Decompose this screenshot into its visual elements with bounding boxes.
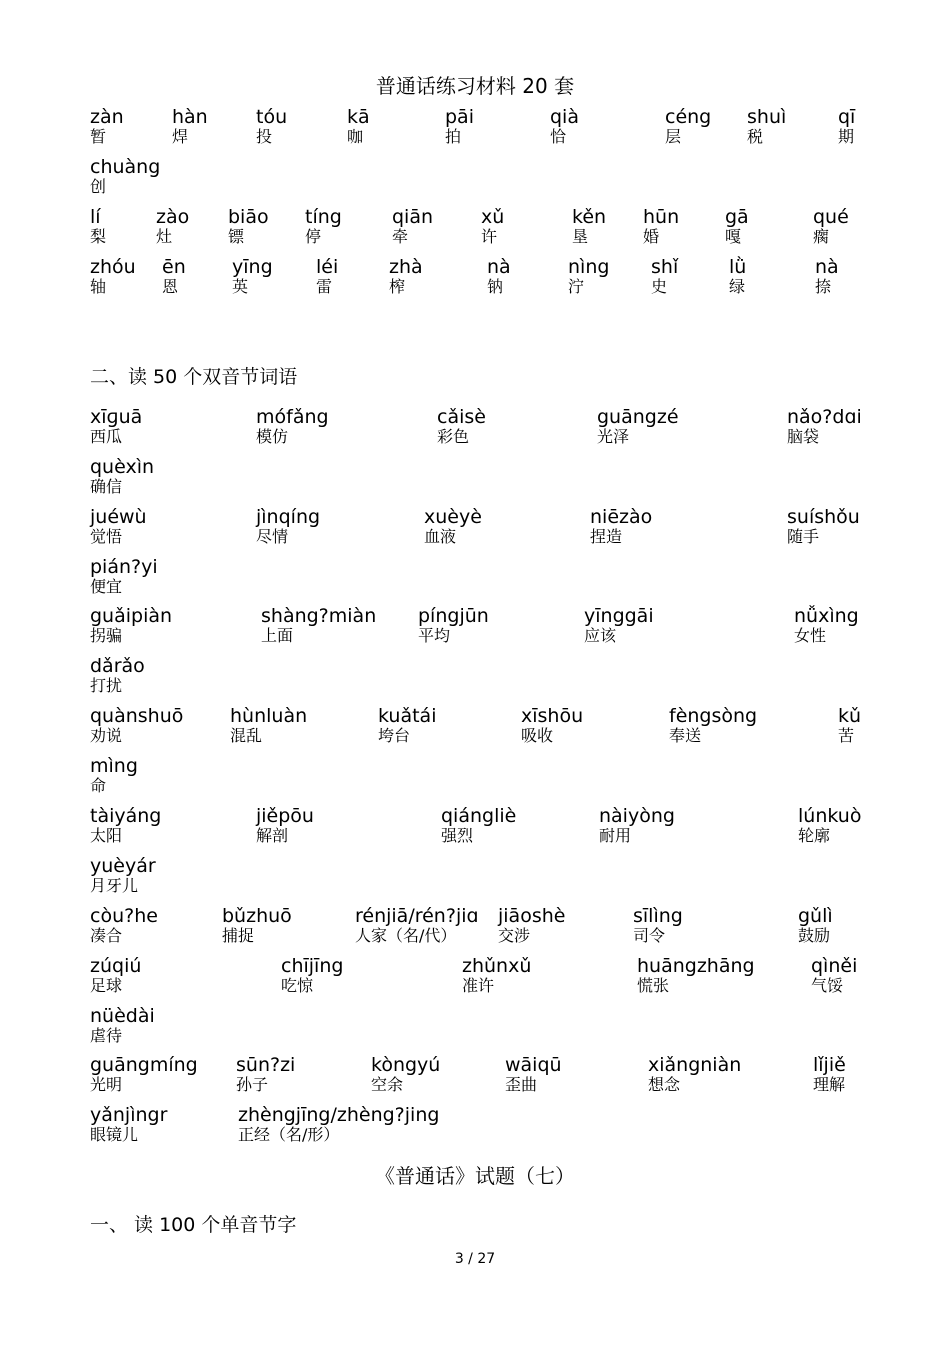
hanzi: 奉送 bbox=[669, 726, 702, 745]
word-entry bbox=[90, 406, 142, 446]
page-title: 普通话练习材料 20 套 bbox=[375, 74, 575, 98]
pinyin: zào bbox=[156, 206, 190, 228]
hanzi: 月牙儿 bbox=[90, 876, 139, 895]
hanzi: 准许 bbox=[462, 976, 495, 995]
hanzi: 理解 bbox=[813, 1075, 846, 1094]
pinyin: ēn bbox=[162, 256, 186, 278]
word-entry bbox=[90, 755, 138, 795]
word-row bbox=[0, 905, 950, 945]
pinyin: nàiyòng bbox=[599, 805, 675, 827]
pinyin: yuèyár bbox=[90, 855, 156, 877]
hanzi: 咖 bbox=[347, 127, 364, 146]
word-row bbox=[0, 406, 950, 446]
hanzi: 轴 bbox=[90, 277, 107, 296]
syllable-entry bbox=[305, 206, 342, 246]
pinyin: quànshuō bbox=[90, 705, 184, 727]
pinyin: qiān bbox=[392, 206, 434, 228]
syllable-entry bbox=[156, 206, 189, 246]
word-entry bbox=[256, 506, 320, 546]
hanzi: 正经（名/形） bbox=[238, 1125, 340, 1144]
hanzi: 彩色 bbox=[437, 427, 470, 446]
pinyin: hùnluàn bbox=[230, 705, 308, 727]
word-entry bbox=[90, 905, 158, 945]
hanzi: 层 bbox=[665, 127, 682, 146]
hanzi: 恩 bbox=[162, 277, 179, 296]
pinyin: xuèyè bbox=[424, 506, 482, 528]
pinyin: kā bbox=[347, 106, 370, 128]
word-entry bbox=[633, 905, 683, 945]
hanzi: 血液 bbox=[424, 527, 457, 546]
pinyin: píngjūn bbox=[418, 605, 489, 627]
pinyin: kěn bbox=[572, 206, 607, 228]
pinyin: lǐjiě bbox=[813, 1054, 846, 1076]
hanzi: 脑袋 bbox=[787, 427, 820, 446]
word-entry bbox=[230, 705, 307, 745]
word-entry bbox=[798, 905, 833, 945]
hanzi: 英 bbox=[232, 277, 249, 296]
pinyin: huāngzhāng bbox=[637, 955, 755, 977]
pinyin: suíshǒu bbox=[787, 506, 860, 528]
pinyin: cǎisè bbox=[437, 406, 486, 428]
pinyin: fèngsòng bbox=[669, 705, 758, 727]
word-entry bbox=[599, 805, 675, 845]
pinyin: biāo bbox=[228, 206, 269, 228]
syllable-entry bbox=[90, 206, 106, 246]
hanzi: 女性 bbox=[794, 626, 827, 645]
hanzi: 模仿 bbox=[256, 427, 289, 446]
section-heading-words: 二、读 50 个双音节词语 bbox=[90, 366, 298, 388]
pinyin: xǔ bbox=[481, 206, 505, 228]
pinyin: qué bbox=[813, 206, 849, 228]
hanzi: 孙子 bbox=[236, 1075, 269, 1094]
word-entry bbox=[261, 605, 376, 645]
syllable-entry bbox=[481, 206, 504, 246]
hanzi: 投 bbox=[256, 127, 273, 146]
pinyin: tàiyáng bbox=[90, 805, 162, 827]
hanzi: 吸收 bbox=[521, 726, 554, 745]
word-row bbox=[0, 1104, 950, 1144]
syllable-entry bbox=[90, 106, 124, 146]
hanzi: 榨 bbox=[389, 277, 406, 296]
hanzi: 平均 bbox=[418, 626, 451, 645]
hanzi: 虐待 bbox=[90, 1026, 123, 1045]
word-row bbox=[0, 1005, 950, 1045]
hanzi: 创 bbox=[90, 177, 107, 196]
hanzi: 足球 bbox=[90, 976, 123, 995]
hanzi: 凑合 bbox=[90, 926, 123, 945]
pinyin: lúnkuò bbox=[798, 805, 862, 827]
pinyin: xīshōu bbox=[521, 705, 584, 727]
pinyin: yīnggāi bbox=[584, 605, 654, 627]
hanzi: 上面 bbox=[261, 626, 294, 645]
word-entry bbox=[669, 705, 757, 745]
hanzi: 焊 bbox=[172, 127, 189, 146]
word-row bbox=[0, 705, 950, 745]
word-row bbox=[0, 605, 950, 645]
pinyin: gā bbox=[725, 206, 749, 228]
word-entry bbox=[90, 655, 145, 695]
hanzi: 命 bbox=[90, 776, 107, 795]
pinyin: quèxìn bbox=[90, 456, 155, 478]
pinyin: nüèdài bbox=[90, 1005, 155, 1027]
syllable-entry bbox=[347, 106, 370, 146]
word-entry bbox=[590, 506, 652, 546]
pinyin: zhà bbox=[389, 256, 423, 278]
hanzi: 史 bbox=[651, 277, 668, 296]
pinyin: mófǎng bbox=[256, 406, 329, 428]
hanzi: 暂 bbox=[90, 127, 107, 146]
word-row bbox=[0, 506, 950, 546]
pinyin: jiěpōu bbox=[256, 805, 314, 827]
hanzi: 觉悟 bbox=[90, 527, 123, 546]
word-entry bbox=[462, 955, 531, 995]
word-row bbox=[0, 456, 950, 496]
pinyin: yīng bbox=[232, 256, 273, 278]
syllable-entry bbox=[445, 106, 474, 146]
hanzi: 气馁 bbox=[811, 976, 844, 995]
pinyin: lǜ bbox=[729, 256, 747, 278]
hanzi: 吃惊 bbox=[281, 976, 314, 995]
word-entry bbox=[637, 955, 755, 995]
syllable-entry bbox=[572, 206, 606, 246]
hanzi: 瘸 bbox=[813, 227, 830, 246]
word-row bbox=[0, 556, 950, 596]
word-entry bbox=[90, 506, 147, 546]
hanzi: 鼓励 bbox=[798, 926, 831, 945]
hanzi: 嘎 bbox=[725, 227, 742, 246]
hanzi: 司令 bbox=[633, 926, 666, 945]
hanzi: 税 bbox=[747, 127, 764, 146]
word-entry bbox=[90, 855, 156, 895]
test-title: 《普通话》试题（七） bbox=[375, 1164, 575, 1188]
hanzi: 轮廓 bbox=[798, 826, 831, 845]
hanzi: 空余 bbox=[371, 1075, 404, 1094]
pinyin: nìng bbox=[568, 256, 610, 278]
hanzi: 打扰 bbox=[90, 676, 123, 695]
hanzi: 眼镜儿 bbox=[90, 1125, 139, 1144]
pinyin: lí bbox=[90, 206, 101, 228]
hanzi: 光泽 bbox=[597, 427, 630, 446]
syllable-entry bbox=[747, 106, 786, 146]
word-entry bbox=[813, 1054, 846, 1094]
syllable-row bbox=[0, 206, 950, 246]
hanzi: 垦 bbox=[572, 227, 589, 246]
word-row bbox=[0, 855, 950, 895]
pinyin: nà bbox=[487, 256, 511, 278]
hanzi: 拍 bbox=[445, 127, 462, 146]
word-entry bbox=[584, 605, 654, 645]
hanzi: 随手 bbox=[787, 527, 820, 546]
word-entry bbox=[238, 1104, 439, 1144]
pinyin: jiāoshè bbox=[498, 905, 566, 927]
pinyin: shuì bbox=[747, 106, 787, 128]
word-entry bbox=[222, 905, 292, 945]
hanzi: 绿 bbox=[729, 277, 746, 296]
word-entry bbox=[236, 1054, 295, 1094]
word-entry bbox=[256, 406, 329, 446]
pinyin: yǎnjìngr bbox=[90, 1104, 168, 1126]
pinyin: sīlìng bbox=[633, 905, 683, 927]
hanzi: 确信 bbox=[90, 477, 123, 496]
word-entry bbox=[794, 605, 859, 645]
syllable-row bbox=[0, 106, 950, 146]
pinyin: zhǔnxǔ bbox=[462, 955, 532, 977]
word-entry bbox=[424, 506, 482, 546]
word-entry bbox=[437, 406, 486, 446]
pinyin: guāngmíng bbox=[90, 1054, 198, 1076]
pinyin: nǎo?dɑi bbox=[787, 406, 862, 428]
word-entry bbox=[90, 1104, 167, 1144]
hanzi: 人家（名/代） bbox=[355, 926, 457, 945]
hanzi: 想念 bbox=[648, 1075, 681, 1094]
pinyin: kǔ bbox=[838, 705, 862, 727]
syllable-entry bbox=[725, 206, 749, 246]
hanzi: 耐用 bbox=[599, 826, 632, 845]
pinyin: gǔlì bbox=[798, 905, 833, 927]
pinyin: chuàng bbox=[90, 156, 161, 178]
word-entry bbox=[787, 406, 862, 446]
hanzi: 太阳 bbox=[90, 826, 123, 845]
pinyin: zàn bbox=[90, 106, 124, 128]
pinyin: shàng?miàn bbox=[261, 605, 377, 627]
syllable-entry bbox=[90, 256, 136, 296]
syllable-entry bbox=[568, 256, 609, 296]
pinyin: qià bbox=[550, 106, 579, 128]
word-entry bbox=[371, 1054, 440, 1094]
word-row bbox=[0, 1054, 950, 1094]
hanzi: 雷 bbox=[316, 277, 333, 296]
syllable-row bbox=[0, 156, 950, 196]
syllable-entry bbox=[162, 256, 186, 296]
hanzi: 解剖 bbox=[256, 826, 289, 845]
pinyin: kòngyú bbox=[371, 1054, 441, 1076]
pinyin: còu?he bbox=[90, 905, 158, 927]
word-entry bbox=[648, 1054, 741, 1094]
pinyin: zhèngjīng/zhèng?jing bbox=[238, 1104, 440, 1126]
hanzi: 捕捉 bbox=[222, 926, 255, 945]
word-entry bbox=[90, 605, 172, 645]
word-row bbox=[0, 805, 950, 845]
pinyin: kuǎtái bbox=[378, 705, 437, 727]
word-entry bbox=[355, 905, 479, 945]
pinyin: guǎipiàn bbox=[90, 605, 173, 627]
pinyin: tóu bbox=[256, 106, 288, 128]
pinyin: xiǎngniàn bbox=[648, 1054, 742, 1076]
syllable-entry bbox=[232, 256, 273, 296]
word-entry bbox=[90, 556, 158, 596]
word-entry bbox=[90, 1054, 198, 1094]
pinyin: niēzào bbox=[590, 506, 653, 528]
hanzi: 混乱 bbox=[230, 726, 263, 745]
syllable-entry bbox=[172, 106, 208, 146]
syllable-entry bbox=[838, 106, 855, 146]
word-entry bbox=[378, 705, 436, 745]
hanzi: 劝说 bbox=[90, 726, 123, 745]
syllable-entry bbox=[392, 206, 433, 246]
word-entry bbox=[505, 1054, 562, 1094]
hanzi: 便宜 bbox=[90, 577, 123, 596]
hanzi: 泞 bbox=[568, 277, 585, 296]
pinyin: guāngzé bbox=[597, 406, 679, 428]
pinyin: zúqiú bbox=[90, 955, 142, 977]
pinyin: mìng bbox=[90, 755, 138, 777]
hanzi: 期 bbox=[838, 127, 855, 146]
pinyin: léi bbox=[316, 256, 339, 278]
hanzi: 垮台 bbox=[378, 726, 411, 745]
word-entry bbox=[90, 955, 141, 995]
word-entry bbox=[597, 406, 679, 446]
hanzi: 交涉 bbox=[498, 926, 531, 945]
pinyin: xīɡuā bbox=[90, 406, 143, 428]
hanzi: 西瓜 bbox=[90, 427, 123, 446]
word-row bbox=[0, 755, 950, 795]
word-entry bbox=[787, 506, 860, 546]
hanzi: 灶 bbox=[156, 227, 173, 246]
pinyin: jìnqíng bbox=[256, 506, 321, 528]
word-entry bbox=[838, 705, 861, 745]
word-entry bbox=[90, 705, 183, 745]
hanzi: 牵 bbox=[392, 227, 409, 246]
syllable-entry bbox=[316, 256, 338, 296]
word-entry bbox=[811, 955, 857, 995]
word-row bbox=[0, 655, 950, 695]
hanzi: 苦 bbox=[838, 726, 855, 745]
pinyin: dǎrǎo bbox=[90, 655, 145, 677]
syllable-entry bbox=[651, 256, 678, 296]
hanzi: 歪曲 bbox=[505, 1075, 538, 1094]
syllable-entry bbox=[90, 156, 160, 196]
hanzi: 停 bbox=[305, 227, 322, 246]
pinyin: shǐ bbox=[651, 256, 679, 278]
hanzi: 许 bbox=[481, 227, 498, 246]
hanzi: 镖 bbox=[228, 227, 245, 246]
syllable-entry bbox=[550, 106, 579, 146]
hanzi: 强烈 bbox=[441, 826, 474, 845]
pinyin: bǔzhuō bbox=[222, 905, 292, 927]
pinyin: nǚxìng bbox=[794, 605, 859, 627]
word-entry bbox=[90, 805, 161, 845]
syllable-entry bbox=[487, 256, 511, 296]
hanzi: 恰 bbox=[550, 127, 567, 146]
hanzi: 捏造 bbox=[590, 527, 623, 546]
hanzi: 梨 bbox=[90, 227, 107, 246]
hanzi: 拐骗 bbox=[90, 626, 123, 645]
hanzi: 捺 bbox=[815, 277, 832, 296]
page-number: 3 / 27 bbox=[454, 1251, 496, 1267]
syllable-entry bbox=[389, 256, 423, 296]
pinyin: nà bbox=[815, 256, 839, 278]
pinyin: hūn bbox=[643, 206, 680, 228]
syllable-entry bbox=[813, 206, 849, 246]
syllable-entry bbox=[729, 256, 746, 296]
pinyin: céng bbox=[665, 106, 712, 128]
pinyin: juéwù bbox=[90, 506, 147, 528]
syllable-entry bbox=[665, 106, 711, 146]
hanzi: 慌张 bbox=[637, 976, 670, 995]
section-heading-syllables: 一、 读 100 个单音节字 bbox=[90, 1214, 297, 1236]
syllable-entry bbox=[815, 256, 839, 296]
word-entry bbox=[798, 805, 861, 845]
pinyin: qiángliè bbox=[441, 805, 517, 827]
pinyin: wāiqū bbox=[505, 1054, 562, 1076]
syllable-entry bbox=[643, 206, 679, 246]
pinyin: pāi bbox=[445, 106, 474, 128]
hanzi: 钠 bbox=[487, 277, 504, 296]
word-entry bbox=[90, 1005, 155, 1045]
word-entry bbox=[281, 955, 343, 995]
pinyin: chījīng bbox=[281, 955, 344, 977]
hanzi: 尽情 bbox=[256, 527, 289, 546]
hanzi: 婚 bbox=[643, 227, 660, 246]
syllable-row bbox=[0, 256, 950, 296]
word-entry bbox=[521, 705, 583, 745]
word-entry bbox=[498, 905, 565, 945]
word-entry bbox=[441, 805, 516, 845]
word-entry bbox=[418, 605, 489, 645]
pinyin: sūn?zi bbox=[236, 1054, 296, 1076]
pinyin: tíng bbox=[305, 206, 342, 228]
pinyin: hàn bbox=[172, 106, 208, 128]
syllable-entry bbox=[256, 106, 287, 146]
hanzi: 光明 bbox=[90, 1075, 123, 1094]
hanzi: 应该 bbox=[584, 626, 617, 645]
pinyin: rénjiā/rén?jiɑ bbox=[355, 905, 479, 927]
syllable-entry bbox=[228, 206, 269, 246]
pinyin: qìněi bbox=[811, 955, 858, 977]
pinyin: zhóu bbox=[90, 256, 136, 278]
word-entry bbox=[90, 456, 154, 496]
pinyin: qī bbox=[838, 106, 856, 128]
pinyin: pián?yi bbox=[90, 556, 158, 578]
word-row bbox=[0, 955, 950, 995]
word-entry bbox=[256, 805, 314, 845]
